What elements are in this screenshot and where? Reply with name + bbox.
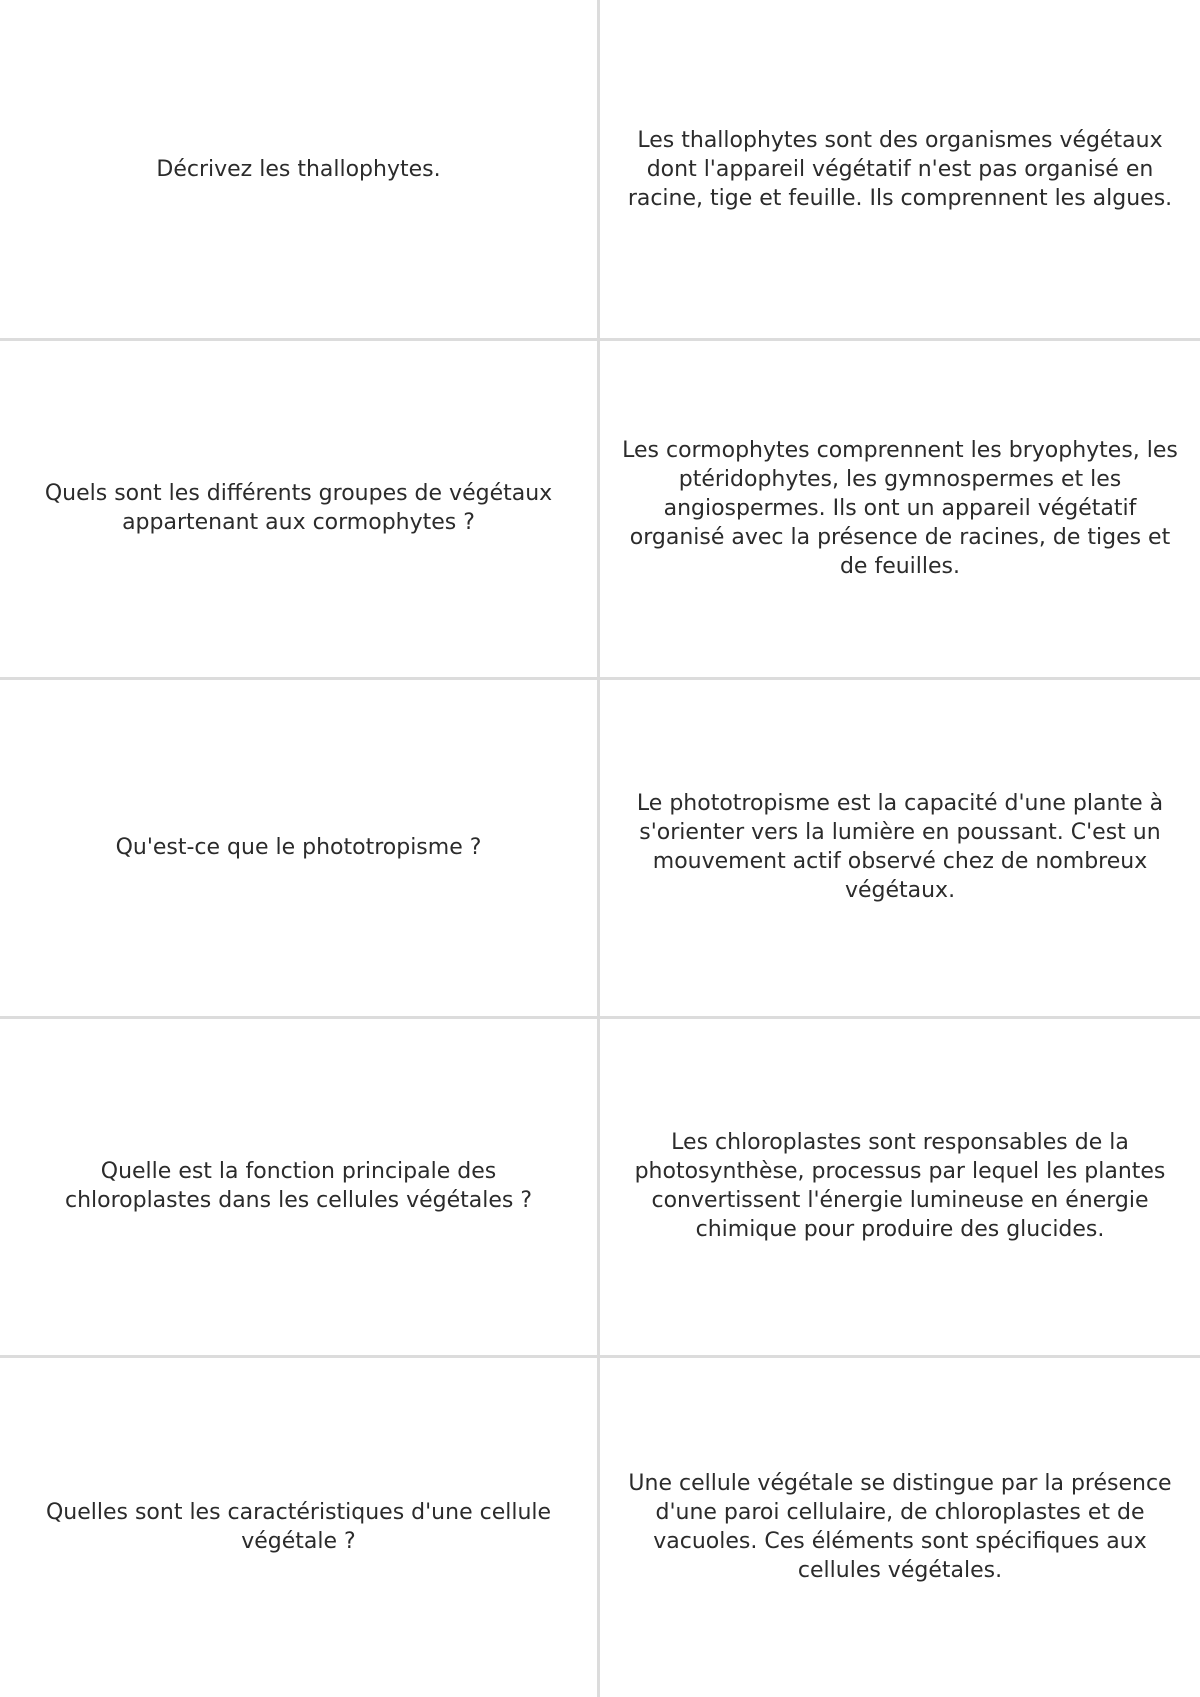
flashcard-answer	[600, 1017, 1200, 1355]
row-divider	[0, 1016, 1200, 1019]
flashcard-row	[0, 1356, 1200, 1697]
question-text: Quelle est la fonction principale des chloroplastes dans les cellules végétales ?	[64, 1159, 533, 1213]
question-text: Quelles sont les caractéristiques d'une cellule végétale ?	[45, 1499, 552, 1554]
flashcard-question	[0, 339, 597, 677]
answer-text: Le phototropisme est la capacité d'une plante à s'orienter vers la lumière en poussant. C'est un mouvement actif observé chez de nombreux végétaux.	[636, 791, 1164, 903]
flashcard-answer	[600, 0, 1200, 338]
column-divider	[597, 0, 600, 1697]
flashcard-row	[0, 0, 1200, 338]
flashcard-question	[0, 678, 597, 1016]
row-divider	[0, 677, 1200, 680]
flashcard-row	[0, 1017, 1200, 1355]
flashcard-answer	[600, 678, 1200, 1016]
flashcard-answer	[600, 1356, 1200, 1697]
flashcard-question	[0, 1356, 597, 1697]
flashcard-question	[0, 0, 597, 338]
row-divider	[0, 338, 1200, 341]
flashcard-answer	[600, 339, 1200, 677]
flashcard-row	[0, 339, 1200, 677]
answer-text: Une cellule végétale se distingue par la présence d'une paroi cellulaire, de chloroplastes et de vacuoles. Ces éléments sont spécifiques aux cellules végétales.	[628, 1470, 1172, 1583]
flashcard-question	[0, 1017, 597, 1355]
answer-text: Les cormophytes comprennent les bryophytes, les ptéridophytes, les gymnospermes et les angiospermes. Ils ont un appareil végétatif organisé avec la présence de racines, de tiges et de feuilles.	[622, 437, 1178, 579]
question-text: Qu'est-ce que le phototropisme ?	[115, 834, 482, 860]
row-divider	[0, 1355, 1200, 1358]
question-text: Quels sont les différents groupes de végétaux appartenant aux cormophytes ?	[44, 481, 553, 535]
answer-text: Les chloroplastes sont responsables de la photosynthèse, processus par lequel les plantes convertissent l'énergie lumineuse en énergie chimique pour produire des glucides.	[634, 1130, 1166, 1242]
answer-text: Les thallophytes sont des organismes végétaux dont l'appareil végétatif n'est pas organisé en racine, tige et feuille. Ils comprennent les algues.	[627, 127, 1173, 211]
question-text: Décrivez les thallophytes.	[156, 156, 441, 182]
flashcard-row	[0, 678, 1200, 1016]
